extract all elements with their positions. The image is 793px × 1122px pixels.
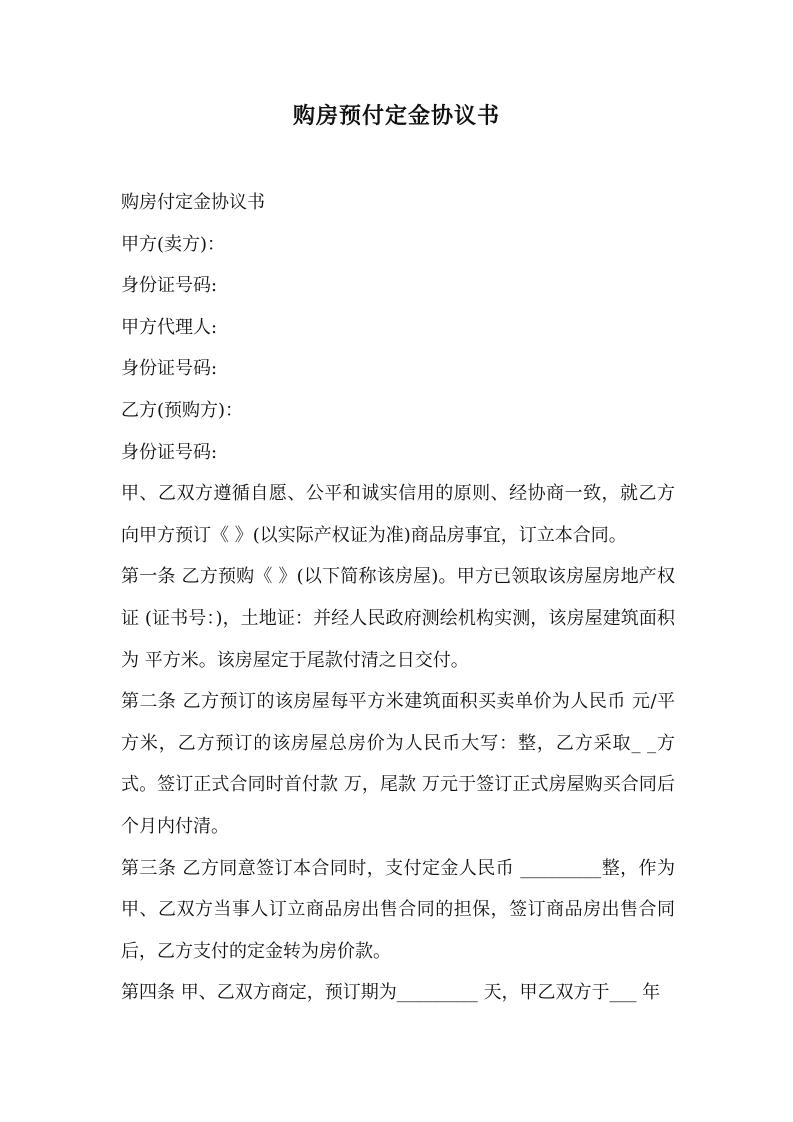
party-b-id-line: 身份证号码:	[121, 441, 218, 463]
document-title: 购房预付定金协议书	[292, 103, 500, 129]
article-1-paragraph: 第一条 乙方预购《 》(以下简称该房屋)。甲方已领取该房屋房地产权证 (证书号：)，土地证：并经人民政府测绘机构实测，该房屋建筑面积为 平方米。该房屋定于尾款付清之日交付。	[121, 566, 675, 671]
party-a-line: 甲方(卖方)：	[121, 233, 226, 255]
party-b-line: 乙方(预购方)：	[121, 399, 244, 421]
party-a-id-line: 身份证号码:	[121, 275, 218, 297]
document-body	[121, 182, 675, 1014]
subtitle-line: 购房付定金协议书	[121, 192, 265, 213]
article-4-paragraph: 第四条 甲、乙双方商定，预订期为_________ 天，甲乙双方于___ 年	[121, 982, 661, 1004]
article-3-paragraph: 第三条 乙方同意签订本合同时，支付定金人民币 _________整，作为甲、乙双方当事人订立商品房出售合同的担保，签订商品房出售合同后，乙方支付的定金转为房价款。	[121, 857, 675, 962]
article-2-paragraph: 第二条 乙方预订的该房屋每平方米建筑面积买卖单价为人民币 元/平方米，乙方预订的该房屋总房价为人民币大写：整，乙方采取_ _方式。签订正式合同时首付款 万，尾款 万元于签订正式房屋购买合同后 个月内付清。	[121, 691, 675, 837]
party-a-agent-line: 甲方代理人:	[121, 316, 218, 338]
preamble-paragraph: 甲、乙双方遵循自愿、公平和诚实信用的原则、经协商一致，就乙方向甲方预订《 》(以实际产权证为准)商品房事宜，订立本合同。	[121, 483, 675, 546]
party-a-agent-id-line: 身份证号码:	[121, 358, 218, 380]
